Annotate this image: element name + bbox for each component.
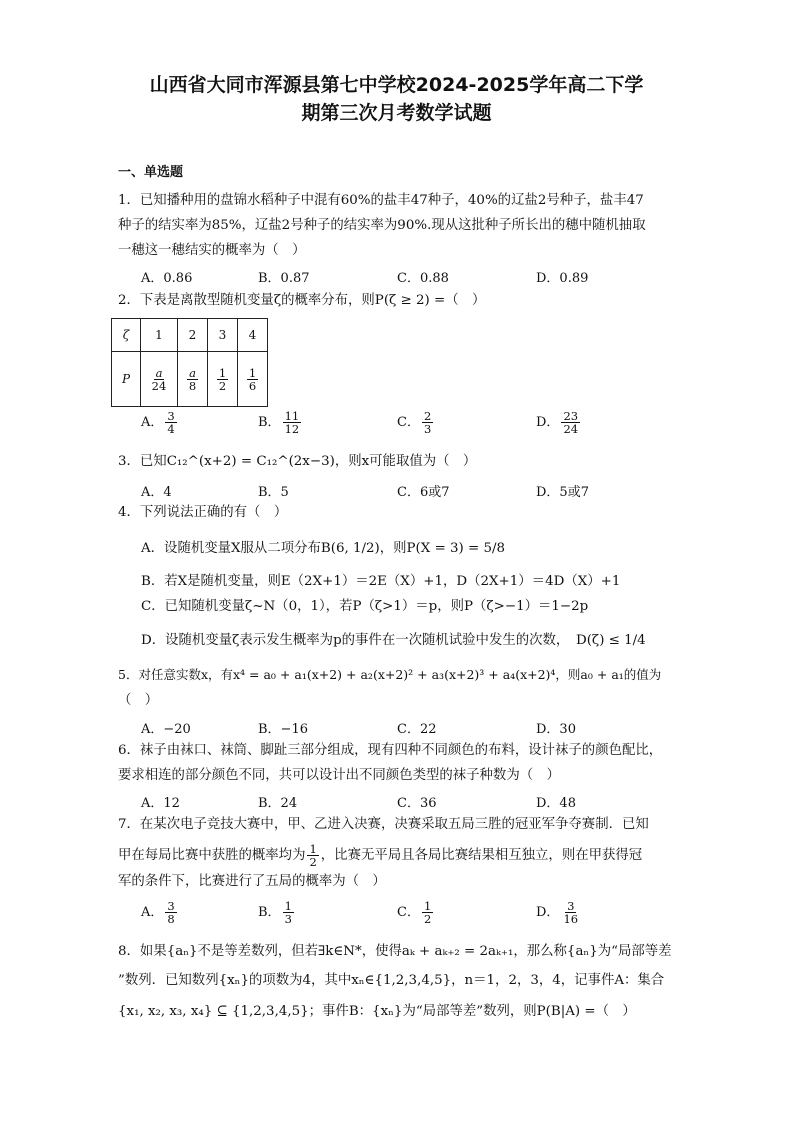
table-header-4: 4 — [238, 319, 268, 352]
q7-option-c: C． $\frac{1}{2}$ — [397, 899, 432, 926]
q5-option-b: B．−16 — [258, 722, 308, 737]
q3-option-a: A．4 — [141, 485, 172, 500]
title-line-1: 山西省大同市浑源县第七中学校2024-2025学年高二下学 — [149, 74, 644, 96]
q8-line-1: 8．如果{aₙ}不是等差数列，但若∃k∈N*，使得aₖ + aₖ₊₂ = 2aₖ₊₁，那么称{aₙ}为“局部等差 — [118, 944, 672, 959]
q3-option-d: D．5或7 — [536, 485, 589, 500]
q1-option-d: D．0.89 — [536, 271, 589, 286]
q5-option-d: D．30 — [536, 722, 576, 737]
q7-option-a: A． $\frac{3}{8}$ — [141, 899, 175, 926]
q2-stem: 2．下表是离散型随机变量ζ的概率分布，则P(ζ ≥ 2) =（ ） — [118, 293, 486, 308]
probability-table — [111, 318, 268, 407]
table-header-1: 1 — [141, 319, 178, 352]
q8-line-2: ”数列．已知数列{xₙ}的项数为4，其中xₙ∈{1,2,3,4,5}，n＝1，2，3，4，记事件A：集合 — [118, 973, 665, 988]
q4-stem: 4．下列说法正确的有（ ） — [118, 505, 288, 520]
q7-line-3: 军的条件下，比赛进行了五局的概率为（ ） — [118, 874, 386, 889]
q6-line-1: 6．袜子由袜口、袜筒、脚趾三部分组成，现有四种不同颜色的布料，设计袜子的颜色配比， — [118, 743, 663, 758]
q1-line-3: 一穗这一穗结实的概率为（ ） — [118, 243, 306, 258]
q4-option-a: A．设随机变量X服从二项分布B(6, 1/2)，则P(X = 3) = 5/8 — [141, 541, 506, 556]
section-heading: 一、单选题 — [118, 165, 184, 180]
q7-line-1: 7．在某次电子竞技大赛中，甲、乙进入决赛，决赛采取五局三胜的冠亚军争夺赛制．已知 — [118, 817, 649, 832]
table-label-p: P — [112, 352, 141, 407]
q1-option-b: B．0.87 — [258, 271, 310, 286]
q5-option-a: A．−20 — [141, 722, 191, 737]
q5-line-2: （ ） — [118, 693, 159, 708]
q2-option-d: D． $\frac{23}{24}$ — [536, 409, 579, 436]
table-header-3: 3 — [208, 319, 238, 352]
q4-option-d: D．设随机变量ζ表示发生概率为p的事件在一次随机试验中发生的次数， D(ζ) ≤ 1/4 — [141, 633, 646, 648]
title-line-2: 期第三次月考数学试题 — [301, 102, 492, 124]
q4-option-b: B．若X是随机变量，则E（2X+1）＝2E（X）+1，D（2X+1）＝4D（X）+1 — [141, 574, 621, 589]
q7-line-2: 甲在每局比赛中获胜的概率均为 $\frac{1}{2}$ ，比赛无平局且各局比赛结果相互独立，则在甲获得冠 — [118, 842, 643, 869]
q6-option-c: C．36 — [397, 796, 437, 811]
q3-stem: 3．已知C₁₂^(x+2) = C₁₂^(2x−3)，则x可能取值为（ ） — [118, 454, 477, 469]
q7-option-b: B． $\frac{1}{3}$ — [258, 899, 292, 926]
q1-option-c: C．0.88 — [397, 271, 449, 286]
q3-option-b: B．5 — [258, 485, 289, 500]
table-header-zeta: ζ — [112, 319, 141, 352]
table-cell-p3: $\frac{1}{2}$ — [208, 352, 238, 407]
table-cell-p1: $\frac{a}{24}$ — [141, 352, 178, 407]
q2-option-a: A． $\frac{3}{4}$ — [141, 409, 175, 436]
q1-option-a: A．0.86 — [141, 271, 193, 286]
q1-line-2: 种子的结实率为85%，辽盐2号种子的结实率为90%.现从这批种子所长出的穗中随机抽取 — [118, 218, 646, 233]
q5-line-1: 5．对任意实数x，有x⁴ = a₀ + a₁(x+2) + a₂(x+2)² + a₃(x+2)³ + a₄(x+2)⁴，则a₀ + a₁的值为 — [118, 667, 662, 682]
q2-option-b: B． $\frac{11}{12}$ — [258, 409, 300, 436]
q8-line-3: {x₁, x₂, x₃, x₄} ⊆ {1,2,3,4,5}；事件B：{xₙ}为“局部等差”数列，则P(B|A) =（ ） — [118, 1004, 636, 1019]
q1-line-1: 1．已知播种用的盘锦水稻种子中混有60%的盐丰47种子，40%的辽盐2号种子，盐丰47 — [118, 193, 644, 208]
q6-option-a: A．12 — [141, 796, 180, 811]
q6-option-b: B．24 — [258, 796, 298, 811]
q5-option-c: C．22 — [397, 722, 437, 737]
q7-option-d: D． $\frac{3}{16}$ — [536, 899, 579, 926]
table-cell-p2: $\frac{a}{8}$ — [178, 352, 208, 407]
table-cell-p4: $\frac{1}{6}$ — [238, 352, 268, 407]
q6-line-2: 要求相连的部分颜色不同，共可以设计出不同颜色类型的袜子种数为（ ） — [118, 768, 560, 783]
table-header-2: 2 — [178, 319, 208, 352]
q4-option-c: C．已知随机变量ζ~N（0，1），若P（ζ>1）＝p，则P（ζ>−1）＝1−2p — [141, 599, 589, 614]
q6-option-d: D．48 — [536, 796, 576, 811]
q3-option-c: C．6或7 — [397, 485, 450, 500]
q2-option-c: C． $\frac{2}{3}$ — [397, 409, 432, 436]
